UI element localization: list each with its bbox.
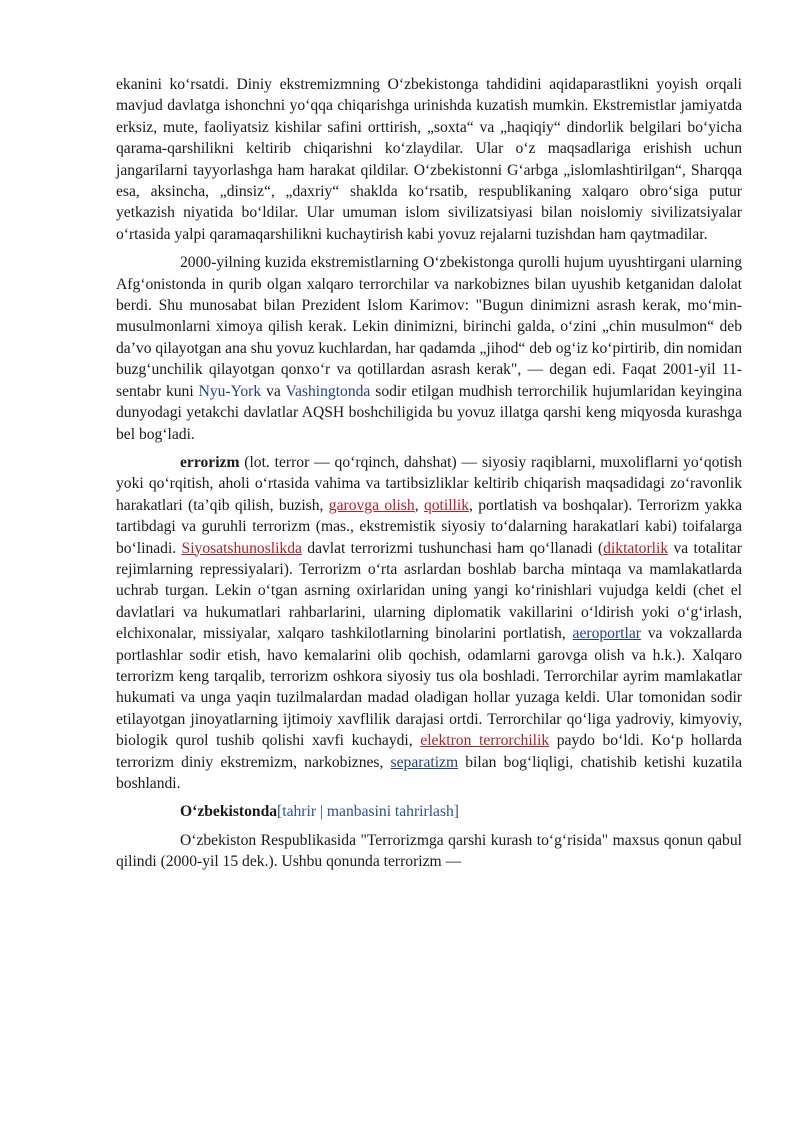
edit-section-link[interactable]: [tahrir | manbasini tahrirlash] bbox=[277, 803, 460, 821]
paragraph-1: ekanini ko‘rsatdi. Diniy ekstremizmning O‘zbekistonga tahdidini aqidaparastlikni yoyish orqali mavjud davlatga ishonchni yo‘qqa chiqarishga urinishda kuzatish mumkin. Ekstremistlar jamiyatda erksiz, mute, faoliyatsiz kishilar safini orttirish, „soxta“ va „haqiqiy“ dindorlik belgilari bo‘yicha qarama-qarshilikni keltirib chiqarishni ko‘zlaydilar. Ular o‘z maqsadlariga erishish uchun jangarilarni tayyorlashga ham harakat qildilar. O‘zbekistonni G‘arbga „islomlashtirilgan“, Sharqqa esa, aksincha, „dinsiz“, „daxriy“ shaklda ko‘rsatib, respublikaning xalqaro obro‘siga putur yetkazish niyatida bo‘ldilar. Ular umuman islom sivilizatsiyasi bilan noislomiy sivilizatsiyalar o‘rtasida yalpi qaramaqarshilikni kuchaytirish kabi yovuz rejalarni tuzishdan ham qaytmadilar. bbox=[116, 76, 742, 243]
paragraph-4: O‘zbekiston Respublikasida "Terrorizmga qarshi kurash to‘g‘risida" maxsus qonun qabul qilindi (2000-yil 15 dek.). Ushbu qonunda terrorizm — bbox=[116, 831, 742, 871]
link-siyosatshunoslikda[interactable]: Siyosatshunoslikda bbox=[181, 539, 302, 557]
paragraph-2-text-3: sodir etilgan mudhish terrorchilik hujumlaridan keyingina dunyodagi yetakchi davlatlar AQSH boshchiligida bu yovuz illatga qarshi keng miqyosda kurashga bel bog‘ladi. bbox=[116, 382, 743, 443]
paragraph-3-text-4: davlat terrorizmi tushunchasi ham qo‘llanadi ( bbox=[301, 539, 604, 557]
link-diktatorlik[interactable]: diktatorlik bbox=[603, 539, 669, 557]
paragraph-2-text-1: 2000-yilning kuzida ekstremistlarning O‘zbekistonga qurolli hujum uyushtirgani ularning Afg‘onistonda in qurib olgan xalqaro terrorchilar va narkobiznes bilan uyushib ketganidan dalolat berdi. Shu munosabat bilan Prezident Islom Karimov: "Bugun dinimizni asrash kerak, mo‘min-musulmonlarni ximoya qilish kerak. Lekin dinimizni, birinchi galda, o‘zini „chin musulmon“ deb da’vo qilayotgan ana shu yovuz kuchlardan, har qadamda „jihod“ deb og‘iz ko‘pirtirib, din nomidan buzg‘unchilik qilayotgan qonxo‘r va qotillardan asrash kerak", — degan edi. Faqat 2001-yil 11-sentabr kuni bbox=[116, 254, 742, 400]
term-errorizm: errorizm bbox=[180, 453, 240, 471]
link-vashingtonda[interactable]: Vashingtonda bbox=[285, 382, 371, 400]
paragraph-3-text-1: (lot. terror — qo‘rqinch, dahshat) — siyosiy raqiblarni, muxoliflarni yo‘qotish yoki qo‘rqitish, aholi o‘rtasida vahima va tartibsizliklar keltirib chiqarish maqsadidagi zo‘ravonlik harakatlari (ta’qib qilish, buzish, bbox=[116, 453, 742, 514]
paragraph-3-text-8: bilan bog‘liqligi, chatishib ketishi kuzatila boshlandi. bbox=[116, 753, 742, 792]
section-heading bbox=[116, 801, 742, 822]
paragraph-3 bbox=[116, 452, 742, 795]
link-aeroportlar[interactable]: aeroportlar bbox=[572, 625, 641, 643]
link-nyu-york[interactable]: Nyu-York bbox=[198, 382, 262, 400]
link-garovga-olish[interactable]: garovga olish bbox=[328, 496, 415, 514]
paragraph-3-text-7: paydo bo‘ldi. Ko‘p hollarda terrorizm diniy ekstremizm, narkobiznes, bbox=[116, 732, 742, 771]
link-elektron-terrorchilik[interactable]: elektron terrorchilik bbox=[420, 732, 550, 750]
link-separatizm[interactable]: separatizm bbox=[390, 753, 459, 771]
paragraph-3-text-5: va totalitar rejimlarning repressiyalari). Terrorizm o‘rta asrlardan boshlab barcha mintaqa va mamlakatlarda uchrab turgan. Lekin o‘tgan asrning oxirlaridan uning yangi ko‘rinishlari vujudga keldi (chet el davlatlari va hukumatlari rahbarlarini, ularning diplomatik vakillarini o‘ldirish yoki o‘g‘irlash, elchixonalar, missiyalar, xalqaro tashkilotlarning binolarini portlatish, bbox=[116, 539, 742, 643]
paragraph-3-text-6: va vokzallarda portlashlar sodir etish, havo kemalarini olib qochish, odamlarni garovga olish va h.k.). Xalqaro terrorizm keng tarqalib, terrorizm oshkora siyosiy tus ola boshladi. Terrorchilar ayrim mamlakatlar hukumati va unga yaqin tuzilmalardan madad oladigan hollar yuzaga keldi. Ular tomonidan sodir etilayotgan jinoyatlarning ijtimoiy xavflilik darajasi ortdi. Terrorchilar qo‘liga yadroviy, kimyoviy, biologik qurol tushib qolishi xavfi kuchaydi, bbox=[116, 625, 742, 750]
paragraph-3-text-2: , bbox=[414, 496, 424, 514]
paragraph-3-text-3: , portlatish va boshqalar). Terrorizm yakka tartibdagi va guruhli terrorizm (mas., ekstremistik siyosiy to‘dalarning harakatlari kabi) toifalarga bo‘linadi. bbox=[116, 496, 743, 557]
paragraph-2-text-2: va bbox=[261, 382, 286, 400]
section-title: O‘zbekistonda bbox=[180, 803, 278, 821]
paragraph-2 bbox=[116, 252, 742, 445]
document-page bbox=[116, 74, 742, 880]
link-qotillik[interactable]: qotillik bbox=[423, 496, 469, 514]
